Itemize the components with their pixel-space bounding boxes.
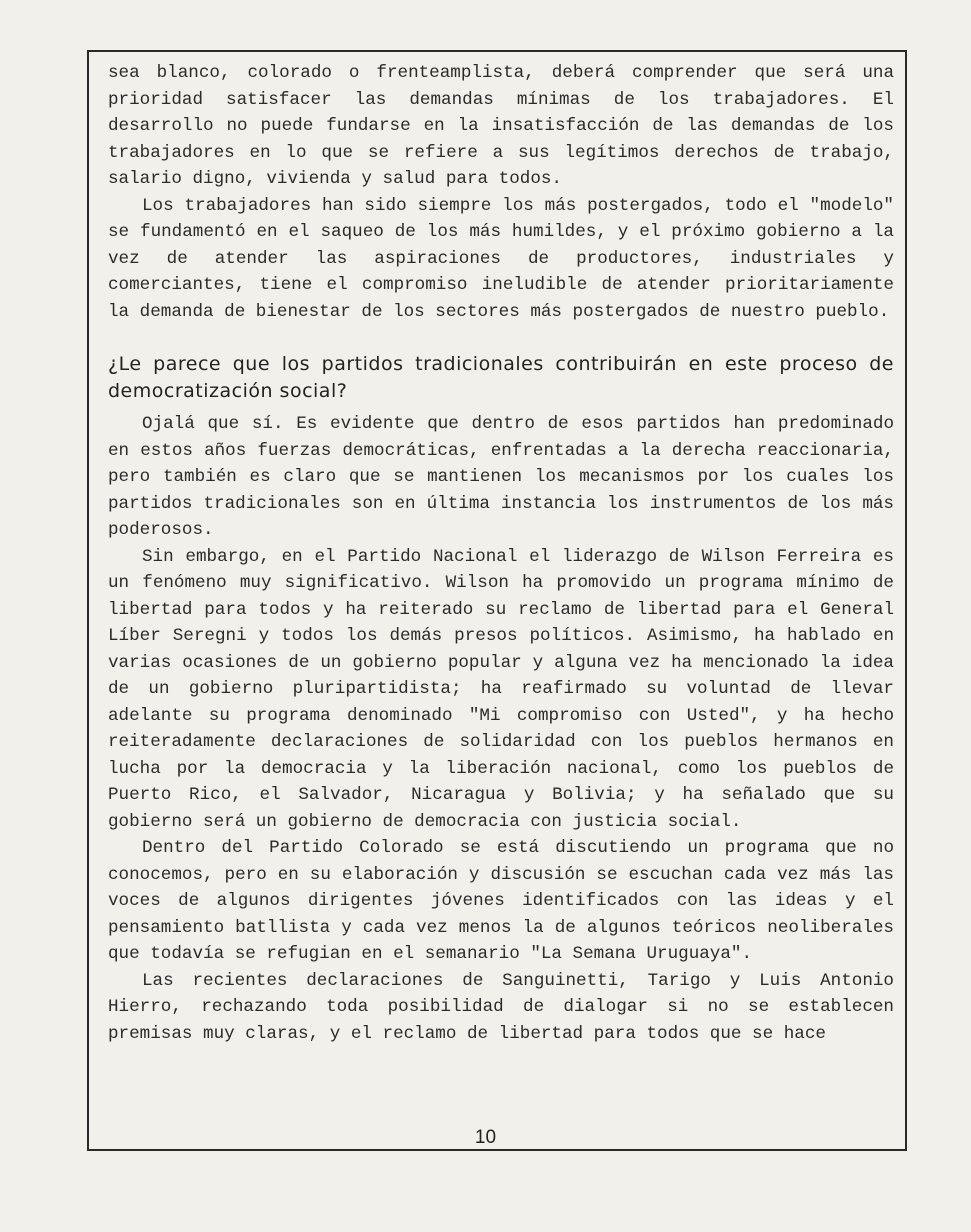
- answer-paragraph-2: Sin embargo, en el Partido Nacional el liderazgo de Wilson Ferreira es un fenómeno muy significativo. Wilson ha promovido un programa mínimo de libertad para todos y ha reiterado su reclamo de libertad para el General Líber Seregni y todos los demás presos políticos. Asimismo, ha hablado en varias ocasiones de un gobierno popular y alguna vez ha mencionado la idea de un gobierno pluripartidista; ha reafirmado su voluntad de llevar adelante su programa denominado "Mi compromiso con Usted", y ha hecho reiteradamente declaraciones de solidaridad con los pueblos hermanos en lucha por la democracia y la liberación nacional, como los pueblos de Puerto Rico, el Salvador, Nicaragua y Bolivia; y ha señalado que su gobierno será un gobierno de democracia con justicia social.: [108, 546, 894, 832]
- text-body: [108, 60, 894, 1047]
- paragraph-workers: Los trabajadores han sido siempre los más postergados, todo el "modelo" se fundamentó en el saqueo de los más humildes, y el próximo gobierno a la vez de atender las aspiraciones de productores, industriales y comerciantes, tiene el compromiso ineludible de atender prioritariamente la demanda de bienestar de los sectores más postergados de nuestro pueblo.: [108, 195, 894, 322]
- paragraph-continuation: sea blanco, colorado o frenteamplista, deberá comprender que será una prioridad satisfacer las demandas mínimas de los trabajadores. El desarrollo no puede fundarse en la insatisfacción de las demandas de los trabajadores en lo que se refiere a sus legítimos derechos de trabajo, salario digno, vivienda y salud para todos.: [108, 63, 894, 189]
- page-number: 10: [474, 1127, 497, 1148]
- answer-paragraph-1: Ojalá que sí. Es evidente que dentro de esos partidos han predominado en estos años fuerzas democráticas, enfrentadas a la derecha reaccionaria, pero también es claro que se mantienen los mecanismos por los cuales los partidos tradicionales son en última instancia los instrumentos de los más poderosos.: [108, 414, 894, 540]
- answer-paragraph-4: Las recientes declaraciones de Sanguinetti, Tarigo y Luis Antonio Hierro, rechazando toda posibilidad de dialogar si no se establecen premisas muy claras, y el reclamo de libertad para todos que se hace: [108, 970, 894, 1044]
- interview-question: ¿Le parece que los partidos tradicionales contribuirán en este proceso de democratización social?: [108, 353, 894, 402]
- answer-paragraph-3: Dentro del Partido Colorado se está discutiendo un programa que no conocemos, pero en su elaboración y discusión se escuchan cada vez más las voces de algunos dirigentes jóvenes identificados con las ideas y el pensamiento batllista y cada vez menos la de algunos teóricos neoliberales que todavía se refugian en el semanario "La Semana Uruguaya".: [108, 838, 894, 964]
